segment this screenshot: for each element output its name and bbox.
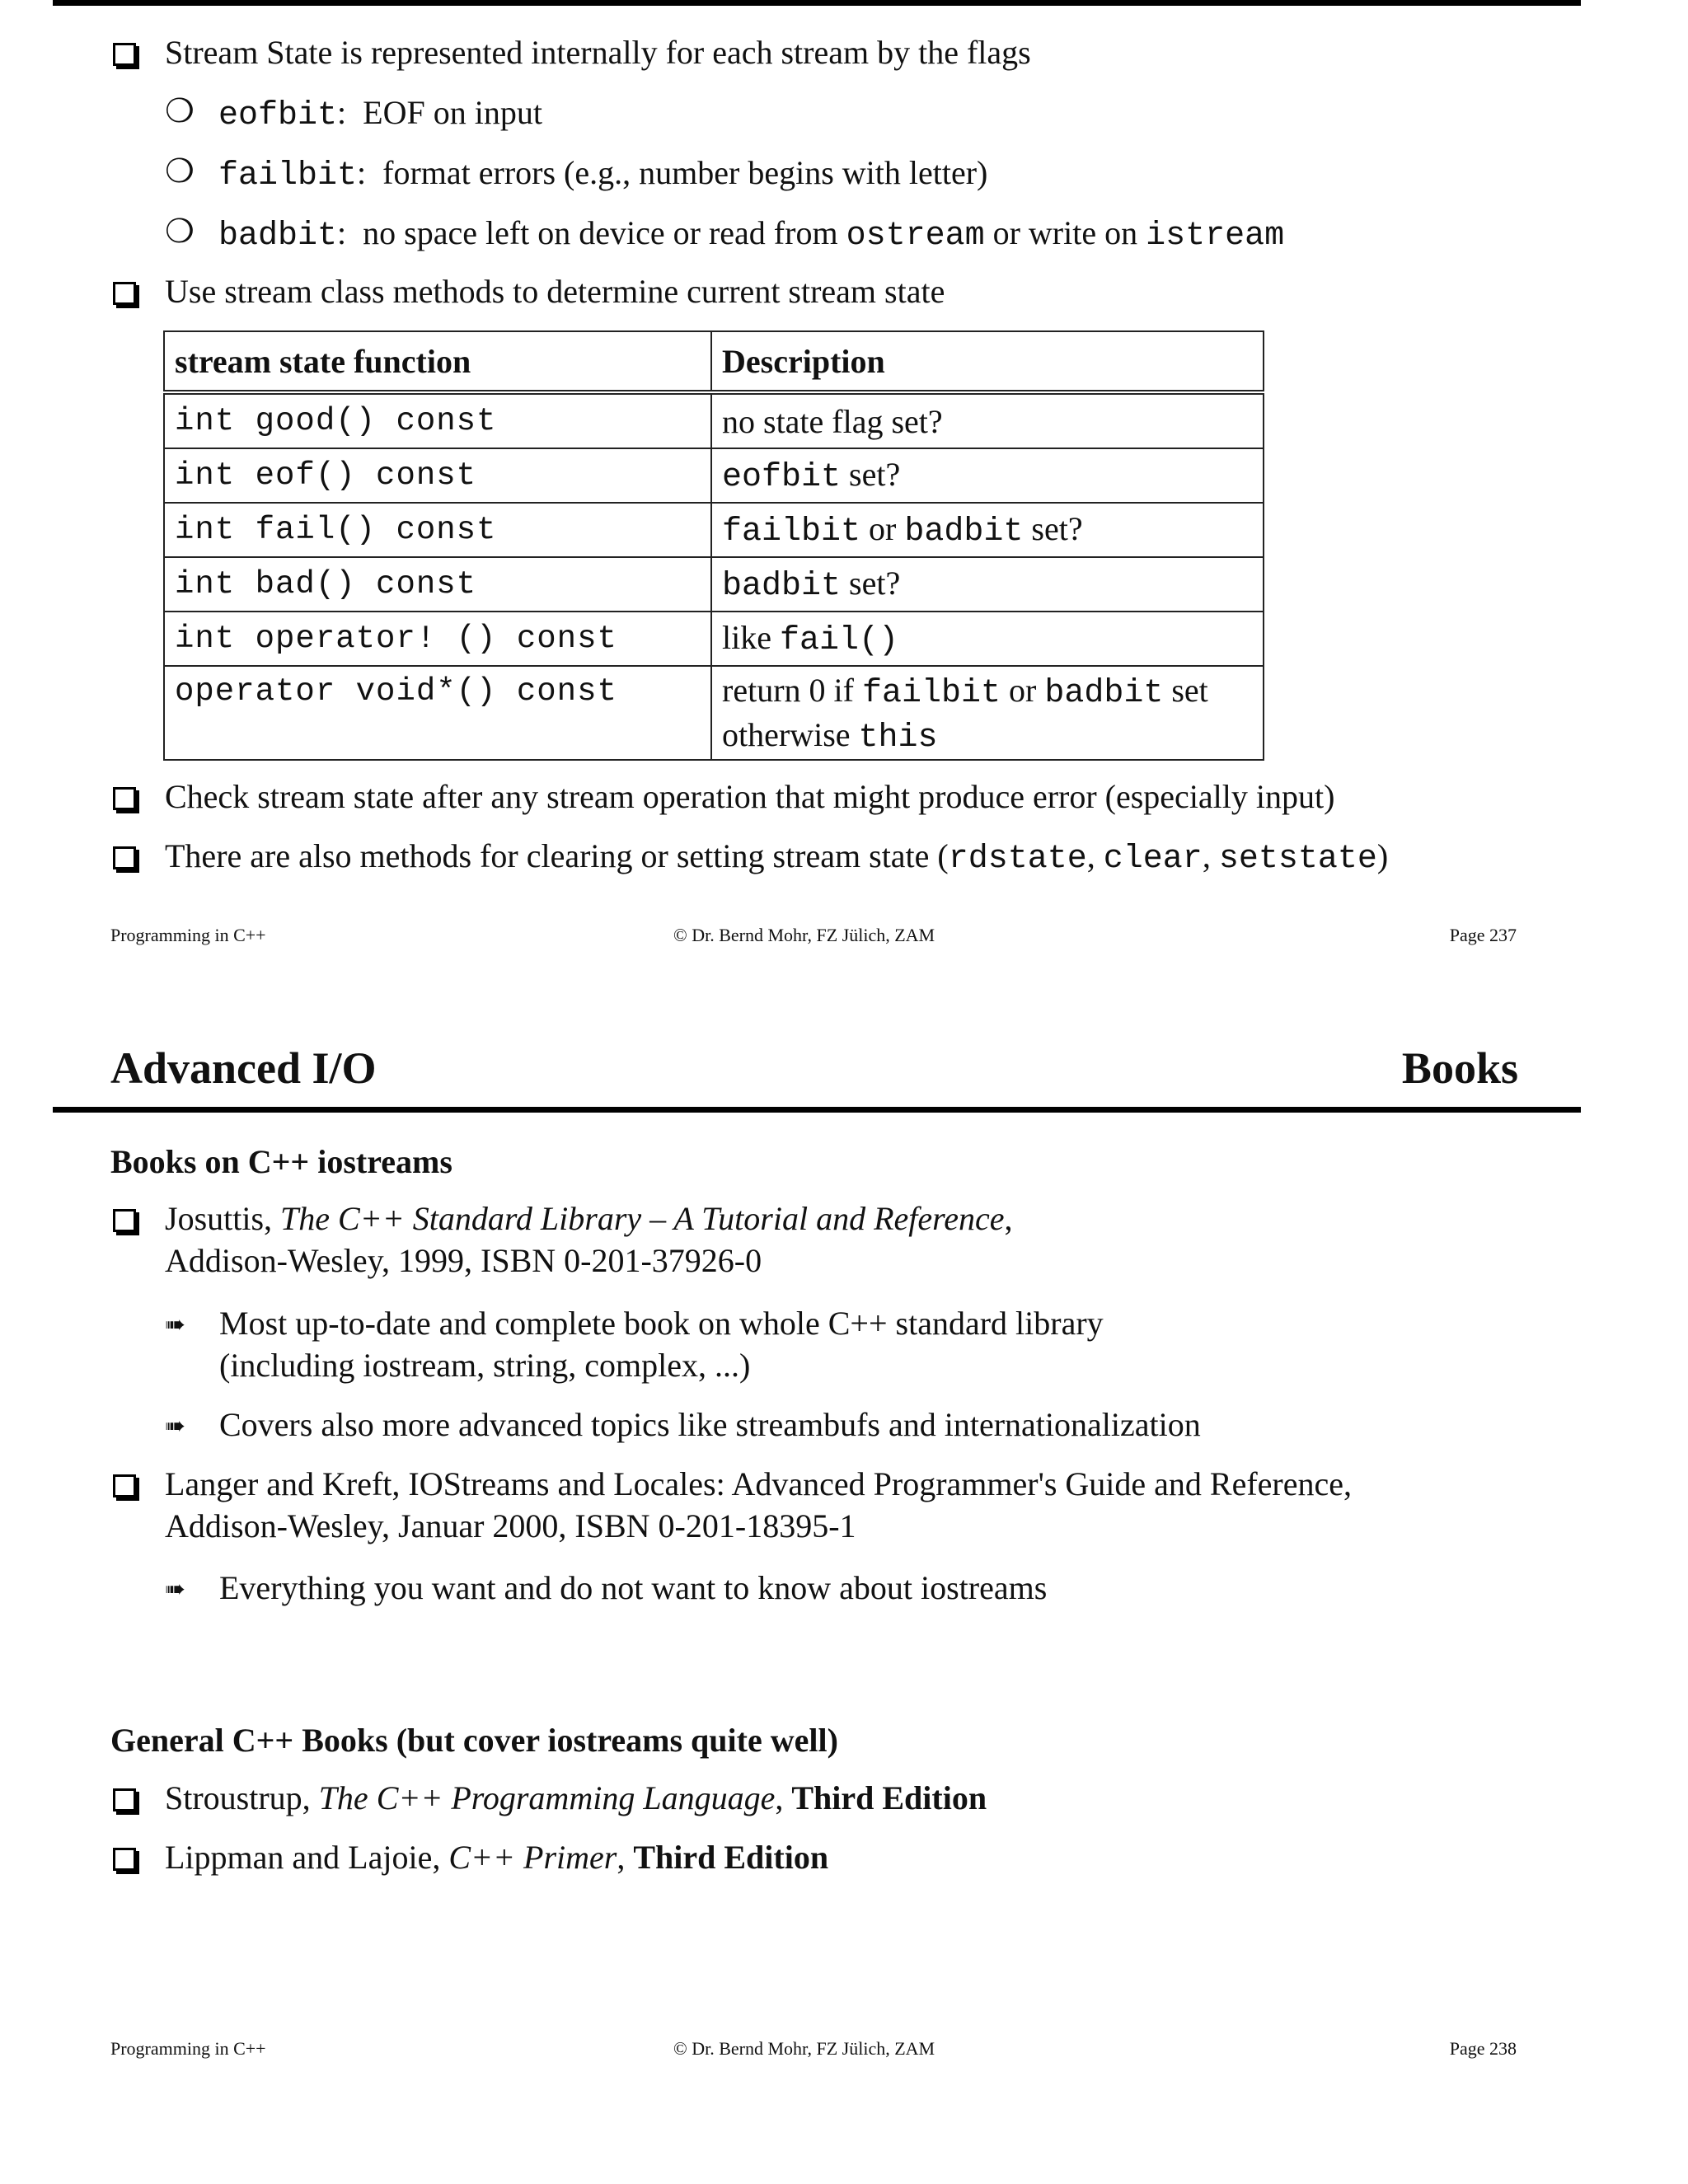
function-cell: int fail() const <box>164 503 711 557</box>
function-cell: int good() const <box>164 392 711 448</box>
top-rule <box>53 0 1581 6</box>
section-heading: Books on C++ iostreams <box>110 1143 452 1180</box>
square-bullet-icon <box>113 787 136 810</box>
page-title: Advanced I/O <box>110 1043 377 1093</box>
flag-item: badbit: no space left on device or read from ostream or write on istream <box>218 214 1285 255</box>
bullet-text: Stream State is represented internally for each stream by the flags <box>165 34 1031 71</box>
description-cell: no state flag set? <box>711 392 1264 448</box>
square-bullet-icon <box>113 282 136 305</box>
footer-page-number: Page 238 <box>1449 2038 1517 2059</box>
table-row <box>164 448 1264 503</box>
footer-center: © Dr. Bernd Mohr, FZ Jülich, ZAM <box>673 2038 935 2059</box>
book-entry: Langer and Kreft, IOStreams and Locales: Advanced Programmer's Guide and Reference, <box>165 1465 1352 1502</box>
arrow-bullet-icon: ➠ <box>165 1576 186 1603</box>
arrow-bullet-icon: ➠ <box>165 1413 186 1440</box>
flag-item: eofbit: EOF on input <box>218 94 542 134</box>
description-cell: return 0 if failbit or badbit set otherwise this <box>711 666 1264 760</box>
note-text: Everything you want and do not want to know about iostreams <box>219 1569 1048 1606</box>
bullet-text: There are also methods for clearing or setting stream state (rdstate, clear, setstate) <box>165 837 1389 878</box>
bullet-text: Use stream class methods to determine current stream state <box>165 273 945 310</box>
square-bullet-icon <box>113 846 136 869</box>
function-cell: operator void*() const <box>164 666 711 760</box>
section-heading: General C++ Books (but cover iostreams quite well) <box>110 1722 838 1759</box>
page-title-right: Books <box>1401 1043 1518 1093</box>
table-row <box>164 666 1264 760</box>
table-row <box>164 612 1264 666</box>
table-row <box>164 503 1264 557</box>
book-entry: Josuttis, The C++ Standard Library – A Tutorial and Reference, <box>165 1200 1013 1237</box>
arrow-bullet-icon: ➠ <box>165 1311 186 1338</box>
table-row <box>164 392 1264 448</box>
circle-bullet-icon: ❍ <box>165 152 195 190</box>
table-header-row <box>164 331 1264 392</box>
circle-bullet-icon: ❍ <box>165 92 195 129</box>
square-bullet-icon <box>113 1209 136 1232</box>
footer-left: Programming in C++ <box>110 925 266 945</box>
table-header: stream state function <box>164 331 711 392</box>
function-cell: int bad() const <box>164 557 711 612</box>
square-bullet-icon <box>113 1788 136 1811</box>
square-bullet-icon <box>113 1474 136 1497</box>
table-row <box>164 557 1264 612</box>
footer-left: Programming in C++ <box>110 2038 266 2059</box>
stream-state-table <box>163 330 1264 761</box>
description-cell: eofbit set? <box>711 448 1264 503</box>
description-cell: like fail() <box>711 612 1264 666</box>
square-bullet-icon <box>113 1848 136 1871</box>
book-entry-detail: Addison-Wesley, Januar 2000, ISBN 0-201-18395-1 <box>165 1507 856 1544</box>
footer-center: © Dr. Bernd Mohr, FZ Jülich, ZAM <box>673 925 935 945</box>
bullet-text: Check stream state after any stream operation that might produce error (especially input) <box>165 778 1335 815</box>
book-entry-detail: Addison-Wesley, 1999, ISBN 0-201-37926-0 <box>165 1242 762 1279</box>
table-header: Description <box>711 331 1264 392</box>
book-entry: Stroustrup, The C++ Programming Language, Third Edition <box>165 1779 987 1816</box>
function-cell: int eof() const <box>164 448 711 503</box>
title-rule <box>53 1107 1581 1113</box>
description-cell: badbit set? <box>711 557 1264 612</box>
function-cell: int operator! () const <box>164 612 711 666</box>
square-bullet-icon <box>113 43 136 66</box>
flag-item: failbit: format errors (e.g., number begins with letter) <box>218 154 988 194</box>
note-text: Most up-to-date and complete book on whole C++ standard library <box>219 1305 1104 1342</box>
footer-page-number: Page 237 <box>1449 925 1517 945</box>
note-text: (including iostream, string, complex, ...) <box>219 1347 751 1384</box>
circle-bullet-icon: ❍ <box>165 213 195 250</box>
description-cell: failbit or badbit set? <box>711 503 1264 557</box>
book-entry: Lippman and Lajoie, C++ Primer, Third Edition <box>165 1839 829 1876</box>
note-text: Covers also more advanced topics like streambufs and internationalization <box>219 1406 1201 1443</box>
